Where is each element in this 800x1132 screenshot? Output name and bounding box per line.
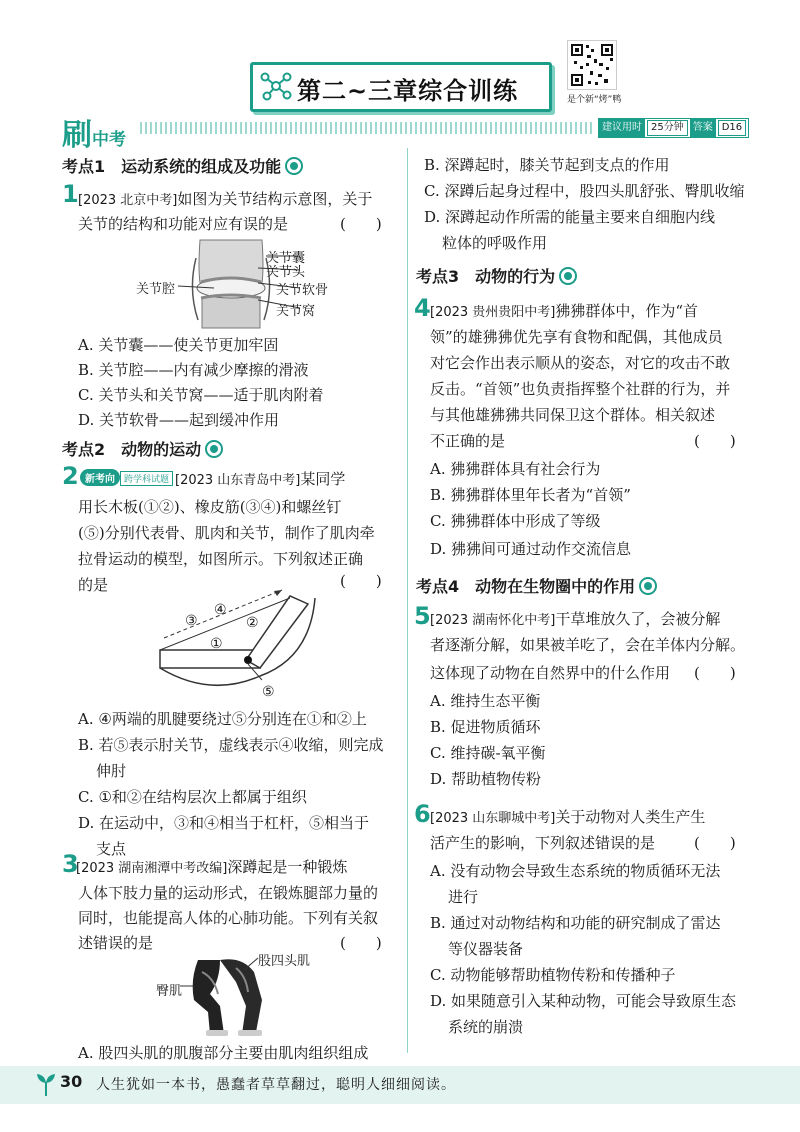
q1-option-a[interactable]: A. 关节囊——使关节更加牢固 xyxy=(78,336,279,354)
fig-label: 关节软骨 xyxy=(276,283,329,298)
question-number-3: 3 xyxy=(62,850,79,878)
target-icon xyxy=(285,157,303,175)
q2-answer-bracket[interactable]: ( ) xyxy=(340,572,382,590)
fig-label: ③ xyxy=(185,613,198,629)
q2-stem-line: 用长木板(①②)、橡皮筋(③④)和螺丝钉 xyxy=(78,498,342,516)
molecule-icon xyxy=(259,71,293,101)
question-number-1: 1 xyxy=(62,180,79,208)
question-number-5: 5 xyxy=(414,602,431,630)
q3-option-c[interactable]: C. 深蹲后起身过程中，股四头肌舒张、臀肌收缩 xyxy=(424,182,745,200)
answer-page: D16 xyxy=(718,120,746,136)
q1-stem-line1: [2023 北京中考]如图为关节结构示意图，关于 xyxy=(78,190,373,208)
brand-logo: 刷中考 xyxy=(62,118,126,153)
q6-option-b-cont: 等仪器装备 xyxy=(448,940,524,958)
fig-label: 关节腔 xyxy=(136,282,176,297)
q2-stem-line1: 新考向 跨学科试题 [2023 山东青岛中考]某同学 xyxy=(80,468,345,489)
time-label: 建议用时 xyxy=(599,119,645,137)
section-heading-2: 考点2 动物的运动 xyxy=(62,437,223,460)
answer-label: 答案 xyxy=(690,119,716,137)
q3-stem-line: 同时，也能提高人体的心肺功能。下列有关叙 xyxy=(78,909,379,927)
q3-stem-line: 述错误的是 xyxy=(78,934,154,952)
column-divider xyxy=(407,148,408,1053)
q1-stem-line2: 关节的结构和功能对应有误的是 xyxy=(78,215,289,233)
qr-code[interactable] xyxy=(567,40,617,90)
fig-label: 关节窝 xyxy=(276,304,316,319)
q2-stem-line: 的是 xyxy=(78,576,109,594)
time-value: 25分钟 xyxy=(647,120,688,136)
q4-option-c[interactable]: C. 狒狒群体中形成了等级 xyxy=(430,512,601,530)
q4-option-b[interactable]: B. 狒狒群体里年长者为“首领” xyxy=(430,486,631,504)
q4-option-a[interactable]: A. 狒狒群体具有社会行为 xyxy=(430,460,601,478)
q4-stem-line1: [2023 贵州贵阳中考]狒狒群体中，作为“首 xyxy=(430,302,699,320)
q6-answer-bracket[interactable]: ( ) xyxy=(694,834,736,852)
q2-option-d-cont: 支点 xyxy=(96,840,127,858)
page-title: 第二~三章综合训练 xyxy=(297,77,519,105)
q2-option-b[interactable]: B. 若⑤表示肘关节，虚线表示④收缩，则完成 xyxy=(78,736,384,754)
q6-stem-line: 活产生的影响，下列叙述错误的是 xyxy=(430,834,656,852)
q6-option-d[interactable]: D. 如果随意引入某种动物，可能会导致原生态 xyxy=(430,992,737,1010)
q6-stem-line1: [2023 山东聊城中考]关于动物对人类生产生 xyxy=(430,808,706,826)
sprout-icon xyxy=(34,1070,58,1098)
section-heading-1: 考点1 运动系统的组成及功能 xyxy=(62,154,303,177)
fig-label: ④ xyxy=(214,602,227,618)
q3-option-b[interactable]: B. 深蹲起时，膝关节起到支点的作用 xyxy=(424,156,670,174)
q5-option-d[interactable]: D. 帮助植物传粉 xyxy=(430,770,542,788)
q5-stem-line1: [2023 湖南怀化中考]干草堆放久了，会被分解 xyxy=(430,610,721,628)
q2-stem-line: (⑤)分别代表骨、肌肉和关节，制作了肌肉牵 xyxy=(78,524,375,542)
target-icon xyxy=(639,577,657,595)
q4-option-d[interactable]: D. 狒狒间可通过动作交流信息 xyxy=(430,540,632,558)
q5-option-a[interactable]: A. 维持生态平衡 xyxy=(430,692,541,710)
q4-stem-line: 不正确的是 xyxy=(430,432,506,450)
q4-answer-bracket[interactable]: ( ) xyxy=(694,432,736,450)
q4-stem-line: 对它会作出表示顺从的姿态，对它的攻击不敢 xyxy=(430,354,731,372)
q1-option-d[interactable]: D. 关节软骨——起到缓冲作用 xyxy=(78,411,280,429)
q6-option-c[interactable]: C. 动物能够帮助植物传粉和传播种子 xyxy=(430,966,676,984)
section-heading-3: 考点3 动物的行为 xyxy=(416,264,577,287)
q5-stem-line: 这体现了动物在自然界中的什么作用 xyxy=(430,664,671,682)
question-number-6: 6 xyxy=(414,800,431,828)
new-trend-badge: 新考向 xyxy=(80,469,120,486)
qr-caption: 是个新“烤”鸭 xyxy=(567,95,622,105)
q6-option-b[interactable]: B. 通过对动物结构和功能的研究制成了雷达 xyxy=(430,914,721,932)
question-number-2: 2 xyxy=(62,462,79,490)
muscle-model-diagram xyxy=(150,588,330,688)
fig-label: 臀肌 xyxy=(156,984,183,999)
q1-answer-bracket[interactable]: ( ) xyxy=(340,215,382,233)
q3-option-a[interactable]: A. 股四头肌的肌腹部分主要由肌肉组织组成 xyxy=(78,1044,369,1062)
q3-answer-bracket[interactable]: ( ) xyxy=(340,934,382,952)
cross-subject-badge: 跨学科试题 xyxy=(120,471,173,486)
q1-option-c[interactable]: C. 关节头和关节窝——适于肌肉附着 xyxy=(78,386,324,404)
time-answer-box xyxy=(598,118,749,138)
fig-label: 关节头 xyxy=(266,265,306,280)
target-icon xyxy=(205,440,223,458)
q3-option-d[interactable]: D. 深蹲起动作所需的能量主要来自细胞内线 xyxy=(424,208,716,226)
question-number-4: 4 xyxy=(414,294,431,322)
fig-label: ① xyxy=(210,636,223,652)
footer-quote: 人生犹如一本书，愚蠢者草草翻过，聪明人细细阅读。 xyxy=(96,1077,456,1093)
target-icon xyxy=(559,267,577,285)
q5-option-c[interactable]: C. 维持碳-氧平衡 xyxy=(430,744,546,762)
q5-option-b[interactable]: B. 促进物质循环 xyxy=(430,718,541,736)
header-stripe xyxy=(140,122,595,134)
section-heading-4: 考点4 动物在生物圈中的作用 xyxy=(416,574,657,597)
fig-label: ⑤ xyxy=(262,684,275,700)
fig-label: 关节囊 xyxy=(266,251,306,266)
q2-option-b-cont: 伸肘 xyxy=(96,762,127,780)
q6-option-a-cont: 进行 xyxy=(448,888,479,906)
q1-option-b[interactable]: B. 关节腔——内有减少摩擦的滑液 xyxy=(78,361,309,379)
q5-answer-bracket[interactable]: ( ) xyxy=(694,664,736,682)
q5-stem-line: 者逐渐分解，如果被羊吃了，会在羊体内分解。 xyxy=(430,636,746,654)
q2-stem-line: 拉骨运动的模型，如图所示。下列叙述正确 xyxy=(78,550,364,568)
page-number: 30 xyxy=(60,1072,83,1091)
q6-option-a[interactable]: A. 没有动物会导致生态系统的物质循环无法 xyxy=(430,862,721,880)
q2-option-c[interactable]: C. ①和②在结构层次上都属于组织 xyxy=(78,788,307,806)
fig-label: 股四头肌 xyxy=(258,954,311,969)
q2-option-d[interactable]: D. 在运动中，③和④相当于杠杆，⑤相当于 xyxy=(78,814,370,832)
q3-stem-line: 人体下肢力量的运动形式，在锻炼腿部力量的 xyxy=(78,884,379,902)
q3-option-d-cont: 粒体的呼吸作用 xyxy=(442,234,548,252)
q4-stem-line: 反击。“首领”也负责指挥整个社群的行为，并 xyxy=(430,380,731,398)
q3-stem-line1: [2023 湖南湘潭中考改编]深蹲起是一种锻炼 xyxy=(76,858,348,876)
q6-option-d-cont: 系统的崩溃 xyxy=(448,1018,524,1036)
page-footer xyxy=(0,1066,800,1104)
q4-stem-line: 领”的雄狒狒优先享有食物和配偶，其他成员 xyxy=(430,328,723,346)
q4-stem-line: 与其他雄狒狒共同保卫这个群体。相关叙述 xyxy=(430,406,716,424)
title-box xyxy=(250,62,552,112)
fig-label: ② xyxy=(246,615,259,631)
q2-option-a[interactable]: A. ④两端的肌腱要绕过⑤分别连在①和②上 xyxy=(78,710,367,728)
